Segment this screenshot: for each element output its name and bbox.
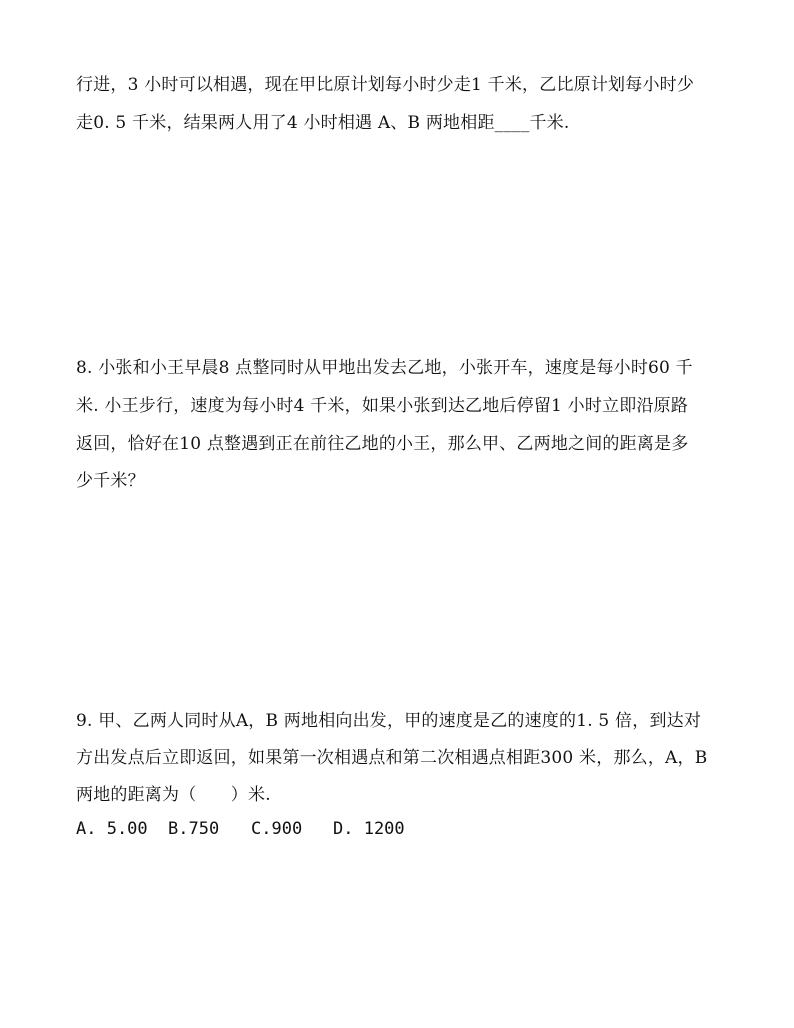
problem-9-line-3: 两地的距离为（ ）米. — [76, 785, 271, 805]
problem-7-line-1: 行进，3 小时可以相遇，现在甲比原计划每小时少走1 千米，乙比原计划每小时少 — [76, 75, 695, 95]
option-b: B.750 — [168, 819, 220, 839]
problem-9-line-1: 9. 甲、乙两人同时从A，B 两地相向出发，甲的速度是乙的速度的1. 5 倍，到达对 — [76, 711, 702, 731]
option-a: A. 5.00 — [76, 819, 148, 839]
option-d: D. 1200 — [333, 819, 405, 839]
problem-8-line-4: 少千米？ — [76, 471, 145, 491]
problem-8-line-3: 返回，恰好在10 点整遇到正在前往乙地的小王，那么甲、乙两地之间的距离是多 — [76, 434, 689, 454]
problem-9-line-2: 方出发点后立即返回，如果第一次相遇点和第二次相遇点相距300 米，那么，A，B — [76, 748, 708, 768]
problem-8-line-2: 米. 小王步行，速度为每小时4 千米，如果小张到达乙地后停留1 小时立即沿原路 — [76, 396, 689, 416]
problem-7-line-2: 走0. 5 千米，结果两人用了4 小时相遇 A、B 两地相距____千米. — [76, 113, 570, 133]
option-c: C.900 — [251, 819, 303, 839]
problem-8-line-1: 8. 小张和小王早晨8 点整同时从甲地出发去乙地，小张开车，速度是每小时60 千 — [76, 358, 693, 378]
